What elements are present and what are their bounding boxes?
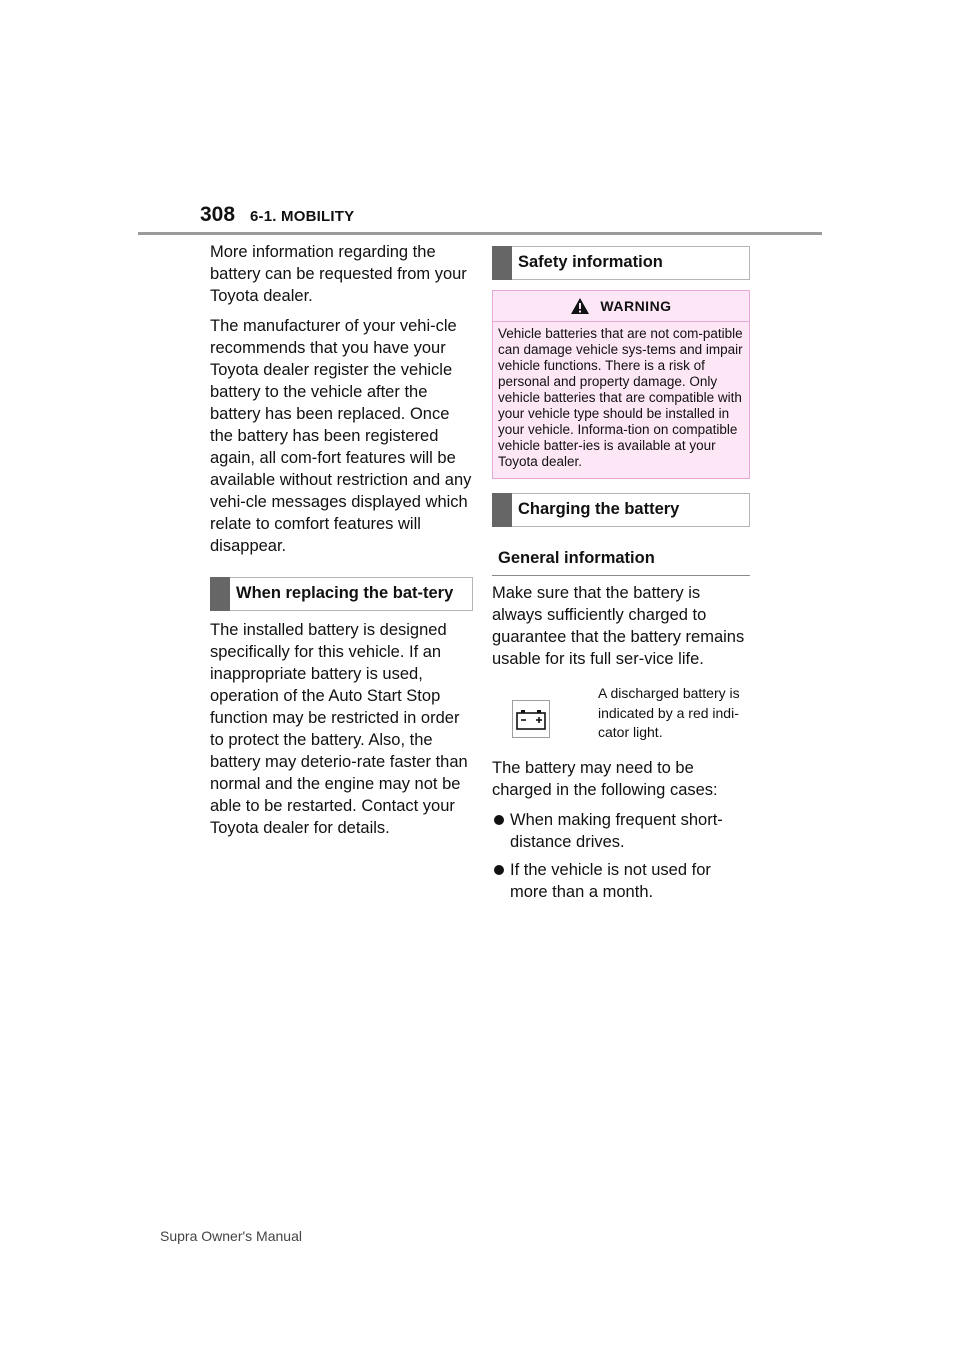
page-number: 308 [200,203,236,226]
indicator-description: A discharged battery is indicated by a red indi-cator light. [598,685,740,740]
battery-icon [512,700,550,738]
left-column [210,241,472,847]
paragraph-installed-battery: The installed battery is designed specifically for this vehicle. If an inappropriate battery is used, operation of the Auto Start Stop function may be restricted in order to protect the battery. Also, the battery may deterio-rate faster than normal and the engine may not be able to be restarted. Contact your Toyota dealer for details. [210,621,468,837]
warning-triangle-icon [570,297,590,315]
paragraph-register-battery: The manufacturer of your vehi-cle recommends that you have your Toyota dealer register the vehicle battery to the vehicle after the battery has been replaced. Once the battery has been registered again, all com-fort features will be available without restriction and any vehi-cle messages displayed which relate to comfort features will disappear. [210,317,472,555]
header-rule [138,232,822,235]
heading-charging-battery [492,493,750,527]
paragraph-sufficiently-charged: Make sure that the battery is always sufficiently charged to guarantee that the battery remains usable for its full ser-vice life. [492,584,745,668]
heading-bar [210,577,230,611]
list-item: When making frequent short-distance drives. [492,809,750,853]
paragraph-more-information: More information regarding the battery can be requested from your Toyota dealer. [210,243,467,305]
heading-bar [492,246,512,280]
heading-bar [492,493,512,527]
right-column [492,246,750,909]
list-item: If the vehicle is not used for more than a month. [492,859,750,903]
warning-header [493,291,749,322]
heading-safety-information-text: Safety information [518,253,663,271]
heading-when-replacing [210,577,473,611]
indicator-row [492,684,750,743]
warning-title: WARNING [600,298,672,314]
warning-box [492,290,750,479]
heading-safety-information [492,246,750,280]
section-label: 6-1. MOBILITY [250,208,355,225]
subheading-general-information: General information [492,547,750,576]
warning-text: Vehicle batteries that are not com-patible can damage vehicle sys-tems and impair vehicle functions. There is a risk of personal and property damage. Only vehicle batteries that are compatible with your vehicle type should be installed in your vehicle. Informa-tion on compatible vehicle batter-ies is available at your Toyota dealer. [498,326,743,469]
bullet-list [492,809,750,903]
heading-when-replacing-text: When replacing the bat-tery [236,584,454,602]
heading-charging-battery-text: Charging the battery [518,500,680,518]
paragraph-charging-cases: The battery may need to be charged in the following cases: [492,758,718,799]
footer-manual-title: Supra Owner's Manual [160,1228,302,1244]
